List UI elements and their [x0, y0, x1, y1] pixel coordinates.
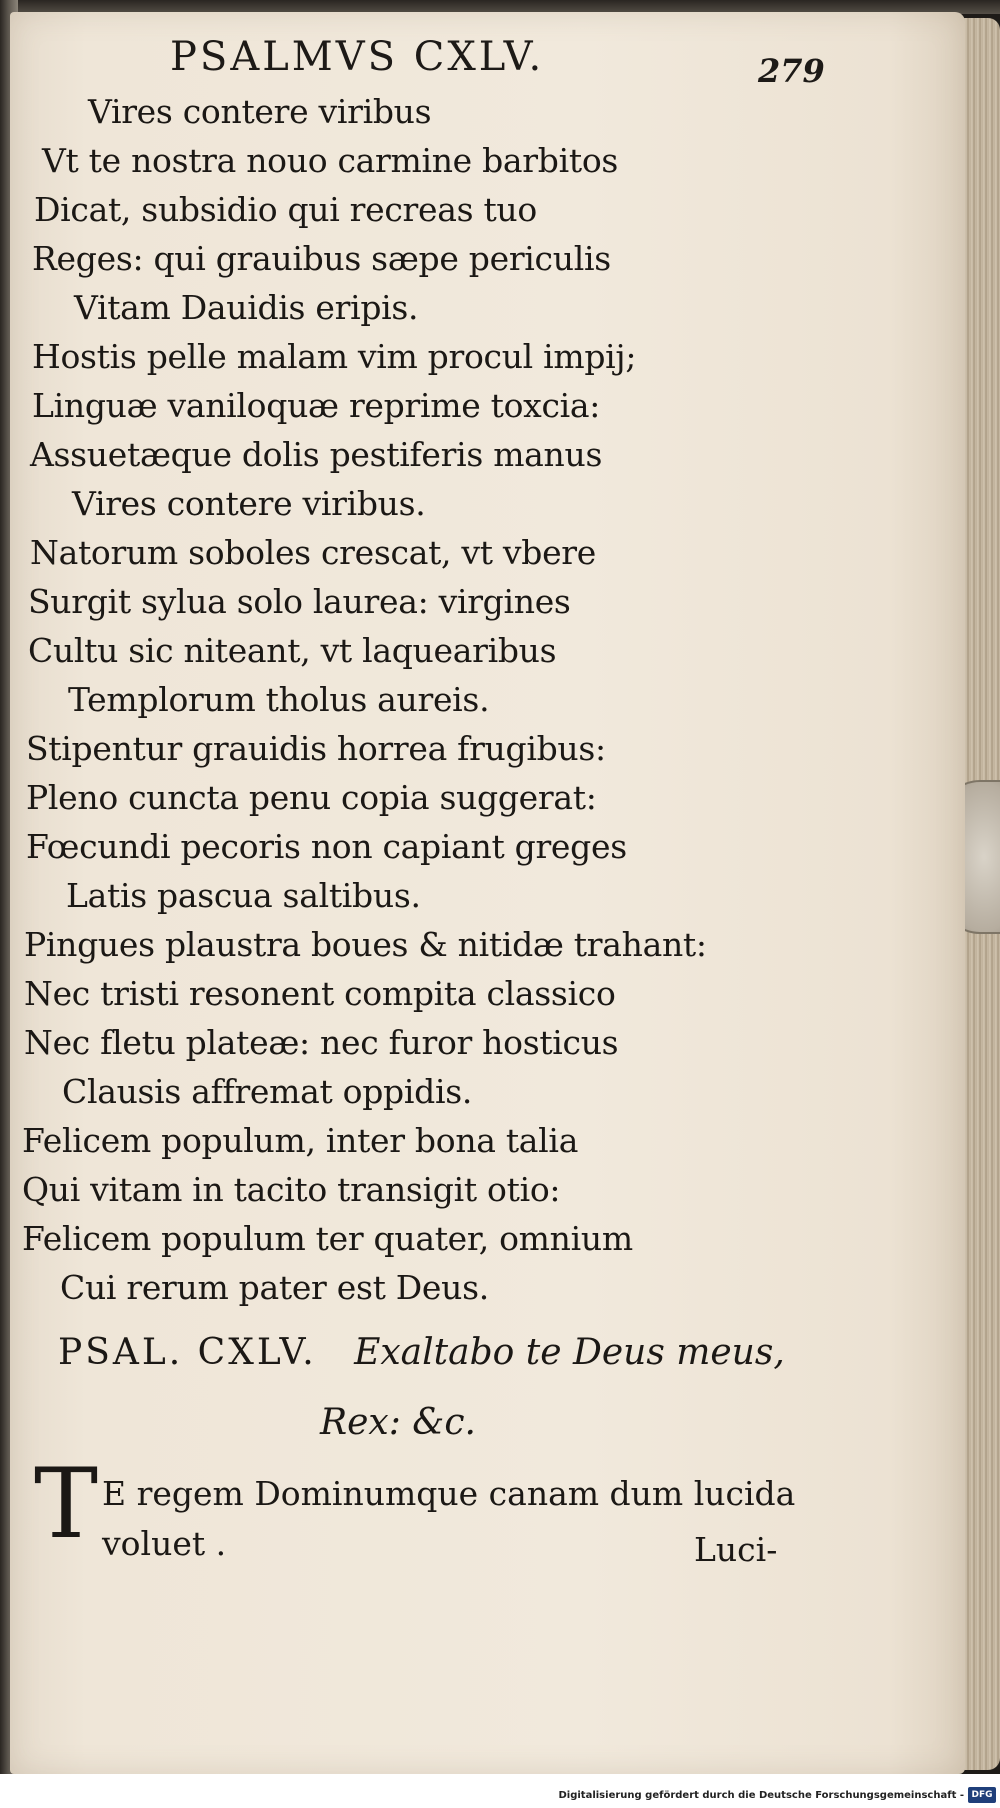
verse-line: Cultu sic niteant, vt laquearibus: [28, 631, 557, 670]
psalm-heading-continuation: Rex: &c.: [320, 1402, 476, 1443]
verse-line: Fœcundi pecoris non capiant greges: [26, 827, 627, 866]
verse-line: Templorum tholus aureis.: [68, 680, 490, 719]
verse-line: Clausis affremat oppidis.: [62, 1072, 473, 1111]
verse-line: Cui rerum pater est Deus.: [60, 1268, 489, 1307]
verse-line: Felicem populum, inter bona talia: [22, 1121, 579, 1160]
verse-line: Latis pascua saltibus.: [66, 876, 421, 915]
body-line: E regem Dominumque canam dum lucida: [102, 1474, 796, 1513]
verse-line: Surgit sylua solo laurea: virgines: [28, 582, 571, 621]
psalm-incipit: Exaltabo te Deus meus,: [354, 1332, 785, 1373]
psalm-heading: [58, 1332, 785, 1373]
dfg-logo-icon: DFG: [968, 1787, 996, 1803]
verse-line: Pleno cuncta penu copia suggerat:: [26, 778, 597, 817]
drop-cap: T: [34, 1448, 99, 1560]
verse-line: Felicem populum ter quater, omnium: [22, 1219, 633, 1258]
verse-line: Linguæ vaniloquæ reprime toxcia:: [32, 386, 601, 425]
verse-line: Vires contere viribus.: [72, 484, 426, 523]
verse-line: Reges: qui grauibus sæpe periculis: [32, 239, 611, 278]
page-number: 279: [758, 52, 825, 90]
catchword: Luci-: [694, 1530, 778, 1569]
footer-credit: Digitalisierung gefördert durch die Deutsche Forschungsgemeinschaft -: [558, 1790, 964, 1801]
verse-line: Natorum soboles crescat, vt vbere: [30, 533, 597, 572]
verse-line: Stipentur grauidis horrea frugibus:: [26, 729, 606, 768]
verse-line: Assuetæque dolis pestiferis manus: [30, 435, 603, 474]
running-head: PSALMVS CXLV.: [170, 34, 545, 80]
verse-line: Vires contere viribus: [88, 92, 432, 131]
verse-line: Pingues plaustra boues & nitidæ trahant:: [24, 925, 707, 964]
verse-line: Vt te nostra nouo carmine barbitos: [42, 141, 619, 180]
verse-line: Dicat, subsidio qui recreas tuo: [34, 190, 537, 229]
book-page: [10, 12, 965, 1774]
psalm-number: PSAL. CXLV.: [58, 1332, 317, 1373]
verse-line: Hostis pelle malam vim procul impij;: [32, 337, 637, 376]
verse-line: Qui vitam in tacito transigit otio:: [22, 1170, 561, 1209]
body-line: voluet .: [102, 1524, 227, 1563]
verse-line: Nec tristi resonent compita classico: [24, 974, 616, 1013]
verse-line: Vitam Dauidis eripis.: [74, 288, 419, 327]
verse-line: Nec fletu plateæ: nec furor hosticus: [24, 1023, 619, 1062]
